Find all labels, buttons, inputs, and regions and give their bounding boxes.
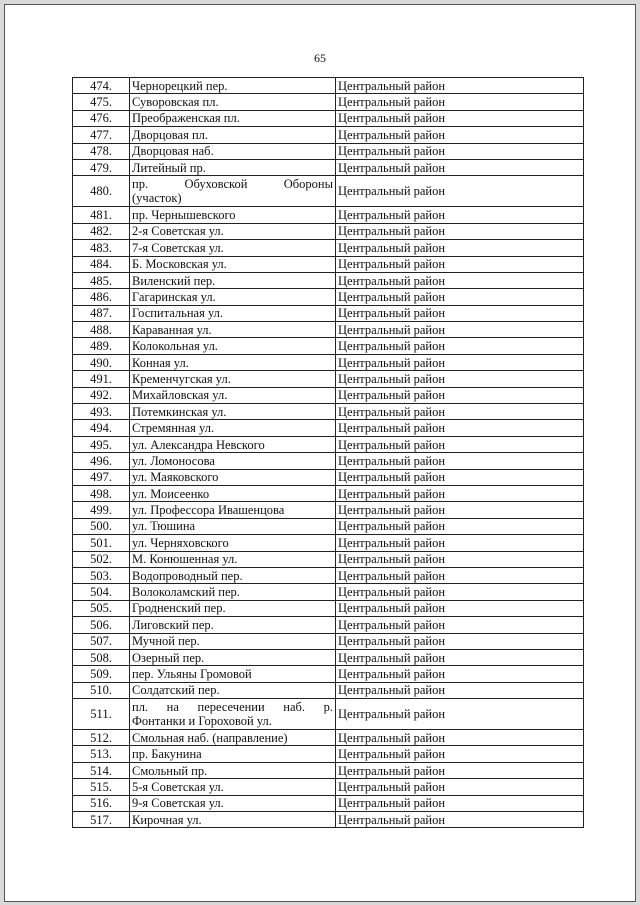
row-number: 514. [73,762,130,778]
row-number: 485. [73,272,130,288]
table-row [73,436,584,452]
row-number: 488. [73,322,130,338]
row-number: 511. [73,699,130,730]
street-name-line-1: пл. на пересечении наб. р. [132,700,333,715]
district-name: Центральный район [336,746,584,762]
district-name: Центральный район [336,338,584,354]
district-name: Центральный район [336,207,584,223]
district-name: Центральный район [336,127,584,143]
table-row [73,240,584,256]
district-name: Центральный район [336,256,584,272]
street-name: Чернорецкий пер. [130,78,336,94]
row-number: 513. [73,746,130,762]
street-name: ул. Тюшина [130,518,336,534]
table-row [73,289,584,305]
street-name: Кирочная ул. [130,812,336,828]
district-name: Центральный район [336,453,584,469]
row-number: 503. [73,567,130,583]
row-number: 480. [73,176,130,207]
row-number: 510. [73,682,130,698]
table-row [73,567,584,583]
street-name: 5-я Советская ул. [130,779,336,795]
table-row [73,159,584,175]
street-name: Гродненский пер. [130,600,336,616]
row-number: 491. [73,371,130,387]
row-number: 477. [73,127,130,143]
street-name: Лиговский пер. [130,617,336,633]
district-name: Центральный район [336,666,584,682]
row-number: 493. [73,404,130,420]
district-name: Центральный район [336,289,584,305]
street-name: Кременчугская ул. [130,371,336,387]
table-row [73,779,584,795]
row-number: 502. [73,551,130,567]
district-name: Центральный район [336,633,584,649]
district-name: Центральный район [336,649,584,665]
row-number: 515. [73,779,130,795]
street-name: пр. Чернышевского [130,207,336,223]
table-row [73,730,584,746]
street-name: Дворцовая наб. [130,143,336,159]
street-name: Мучной пер. [130,633,336,649]
street-name: Суворовская пл. [130,94,336,110]
street-name [130,699,336,730]
district-name: Центральный район [336,469,584,485]
street-name: Виленский пер. [130,272,336,288]
district-name: Центральный район [336,535,584,551]
table-row [73,223,584,239]
street-name: 9-я Советская ул. [130,795,336,811]
row-number: 498. [73,485,130,501]
row-number: 506. [73,617,130,633]
district-name: Центральный район [336,322,584,338]
table-row [73,617,584,633]
district-name: Центральный район [336,812,584,828]
row-number: 483. [73,240,130,256]
row-number: 481. [73,207,130,223]
street-list-table [72,77,584,828]
row-number: 504. [73,584,130,600]
table-row [73,322,584,338]
district-name: Центральный район [336,78,584,94]
row-number: 490. [73,354,130,370]
table-row [73,404,584,420]
street-name: Литейный пр. [130,159,336,175]
row-number: 495. [73,436,130,452]
street-name-line-1: пр. Обуховской Обороны [132,177,333,192]
table-row [73,176,584,207]
street-name: Смольный пр. [130,762,336,778]
district-name: Центральный район [336,617,584,633]
street-name: Колокольная ул. [130,338,336,354]
table-row [73,812,584,828]
district-name: Центральный район [336,436,584,452]
row-number: 509. [73,666,130,682]
table-row [73,110,584,126]
street-name: пер. Ульяны Громовой [130,666,336,682]
street-name: пр. Бакунина [130,746,336,762]
street-name: Гагаринская ул. [130,289,336,305]
street-name: ул. Профессора Ивашенцова [130,502,336,518]
street-name: Водопроводный пер. [130,567,336,583]
street-name: М. Конюшенная ул. [130,551,336,567]
table-row [73,143,584,159]
table-row [73,666,584,682]
street-name: Караванная ул. [130,322,336,338]
district-name: Центральный район [336,176,584,207]
row-number: 489. [73,338,130,354]
table-row [73,649,584,665]
page-number: 65 [314,51,326,65]
district-name: Центральный район [336,699,584,730]
row-number: 499. [73,502,130,518]
row-number: 484. [73,256,130,272]
table-row [73,633,584,649]
street-name: ул. Моисеенко [130,485,336,501]
row-number: 508. [73,649,130,665]
table-row [73,600,584,616]
street-name: Стремянная ул. [130,420,336,436]
district-name: Центральный район [336,551,584,567]
table-row [73,551,584,567]
street-name: ул. Маяковского [130,469,336,485]
district-name: Центральный район [336,795,584,811]
row-number: 478. [73,143,130,159]
street-name: Смольная наб. (направление) [130,730,336,746]
street-name: Дворцовая пл. [130,127,336,143]
table-row [73,78,584,94]
street-name-line-2: (участок) [132,191,182,206]
table-row [73,746,584,762]
row-number: 500. [73,518,130,534]
table-row [73,420,584,436]
street-name: Озерный пер. [130,649,336,665]
row-number: 474. [73,78,130,94]
district-name: Центральный район [336,159,584,175]
district-name: Центральный район [336,240,584,256]
row-number: 501. [73,535,130,551]
row-number: 512. [73,730,130,746]
street-name: Б. Московская ул. [130,256,336,272]
table-row [73,469,584,485]
row-number: 494. [73,420,130,436]
street-name: Волоколамский пер. [130,584,336,600]
row-number: 507. [73,633,130,649]
district-name: Центральный район [336,518,584,534]
table-row [73,795,584,811]
street-name: 7-я Советская ул. [130,240,336,256]
district-name: Центральный район [336,404,584,420]
document-page [4,4,636,902]
district-name: Центральный район [336,682,584,698]
table-row [73,127,584,143]
table-row [73,699,584,730]
table-row [73,762,584,778]
district-name: Центральный район [336,143,584,159]
table-row [73,256,584,272]
row-number: 505. [73,600,130,616]
table-row [73,485,584,501]
district-name: Центральный район [336,354,584,370]
row-number: 476. [73,110,130,126]
table-row [73,272,584,288]
row-number: 482. [73,223,130,239]
table-row [73,535,584,551]
row-number: 486. [73,289,130,305]
table-row [73,502,584,518]
street-name: ул. Ломоносова [130,453,336,469]
district-name: Центральный район [336,387,584,403]
district-name: Центральный район [336,730,584,746]
table-row [73,354,584,370]
street-name: Солдатский пер. [130,682,336,698]
row-number: 475. [73,94,130,110]
table-row [73,584,584,600]
street-name: Конная ул. [130,354,336,370]
street-name: Преображенская пл. [130,110,336,126]
district-name: Центральный район [336,502,584,518]
street-name [130,176,336,207]
district-name: Центральный район [336,272,584,288]
row-number: 487. [73,305,130,321]
table-row [73,682,584,698]
district-name: Центральный район [336,420,584,436]
street-name: Михайловская ул. [130,387,336,403]
district-name: Центральный район [336,371,584,387]
table-row [73,94,584,110]
street-name: Госпитальная ул. [130,305,336,321]
district-name: Центральный район [336,485,584,501]
table-row [73,305,584,321]
district-name: Центральный район [336,223,584,239]
street-name: Потемкинская ул. [130,404,336,420]
row-number: 496. [73,453,130,469]
row-number: 492. [73,387,130,403]
table-row [73,518,584,534]
district-name: Центральный район [336,762,584,778]
district-name: Центральный район [336,305,584,321]
row-number: 497. [73,469,130,485]
district-name: Центральный район [336,779,584,795]
row-number: 479. [73,159,130,175]
street-name: 2-я Советская ул. [130,223,336,239]
district-name: Центральный район [336,94,584,110]
district-name: Центральный район [336,567,584,583]
table-row [73,338,584,354]
table-row [73,453,584,469]
district-name: Центральный район [336,110,584,126]
district-name: Центральный район [336,600,584,616]
table-row [73,387,584,403]
table-row [73,371,584,387]
street-name: ул. Александра Невского [130,436,336,452]
row-number: 516. [73,795,130,811]
street-name-line-2: Фонтанки и Гороховой ул. [132,714,272,729]
district-name: Центральный район [336,584,584,600]
table-row [73,207,584,223]
street-name: ул. Черняховского [130,535,336,551]
row-number: 517. [73,812,130,828]
